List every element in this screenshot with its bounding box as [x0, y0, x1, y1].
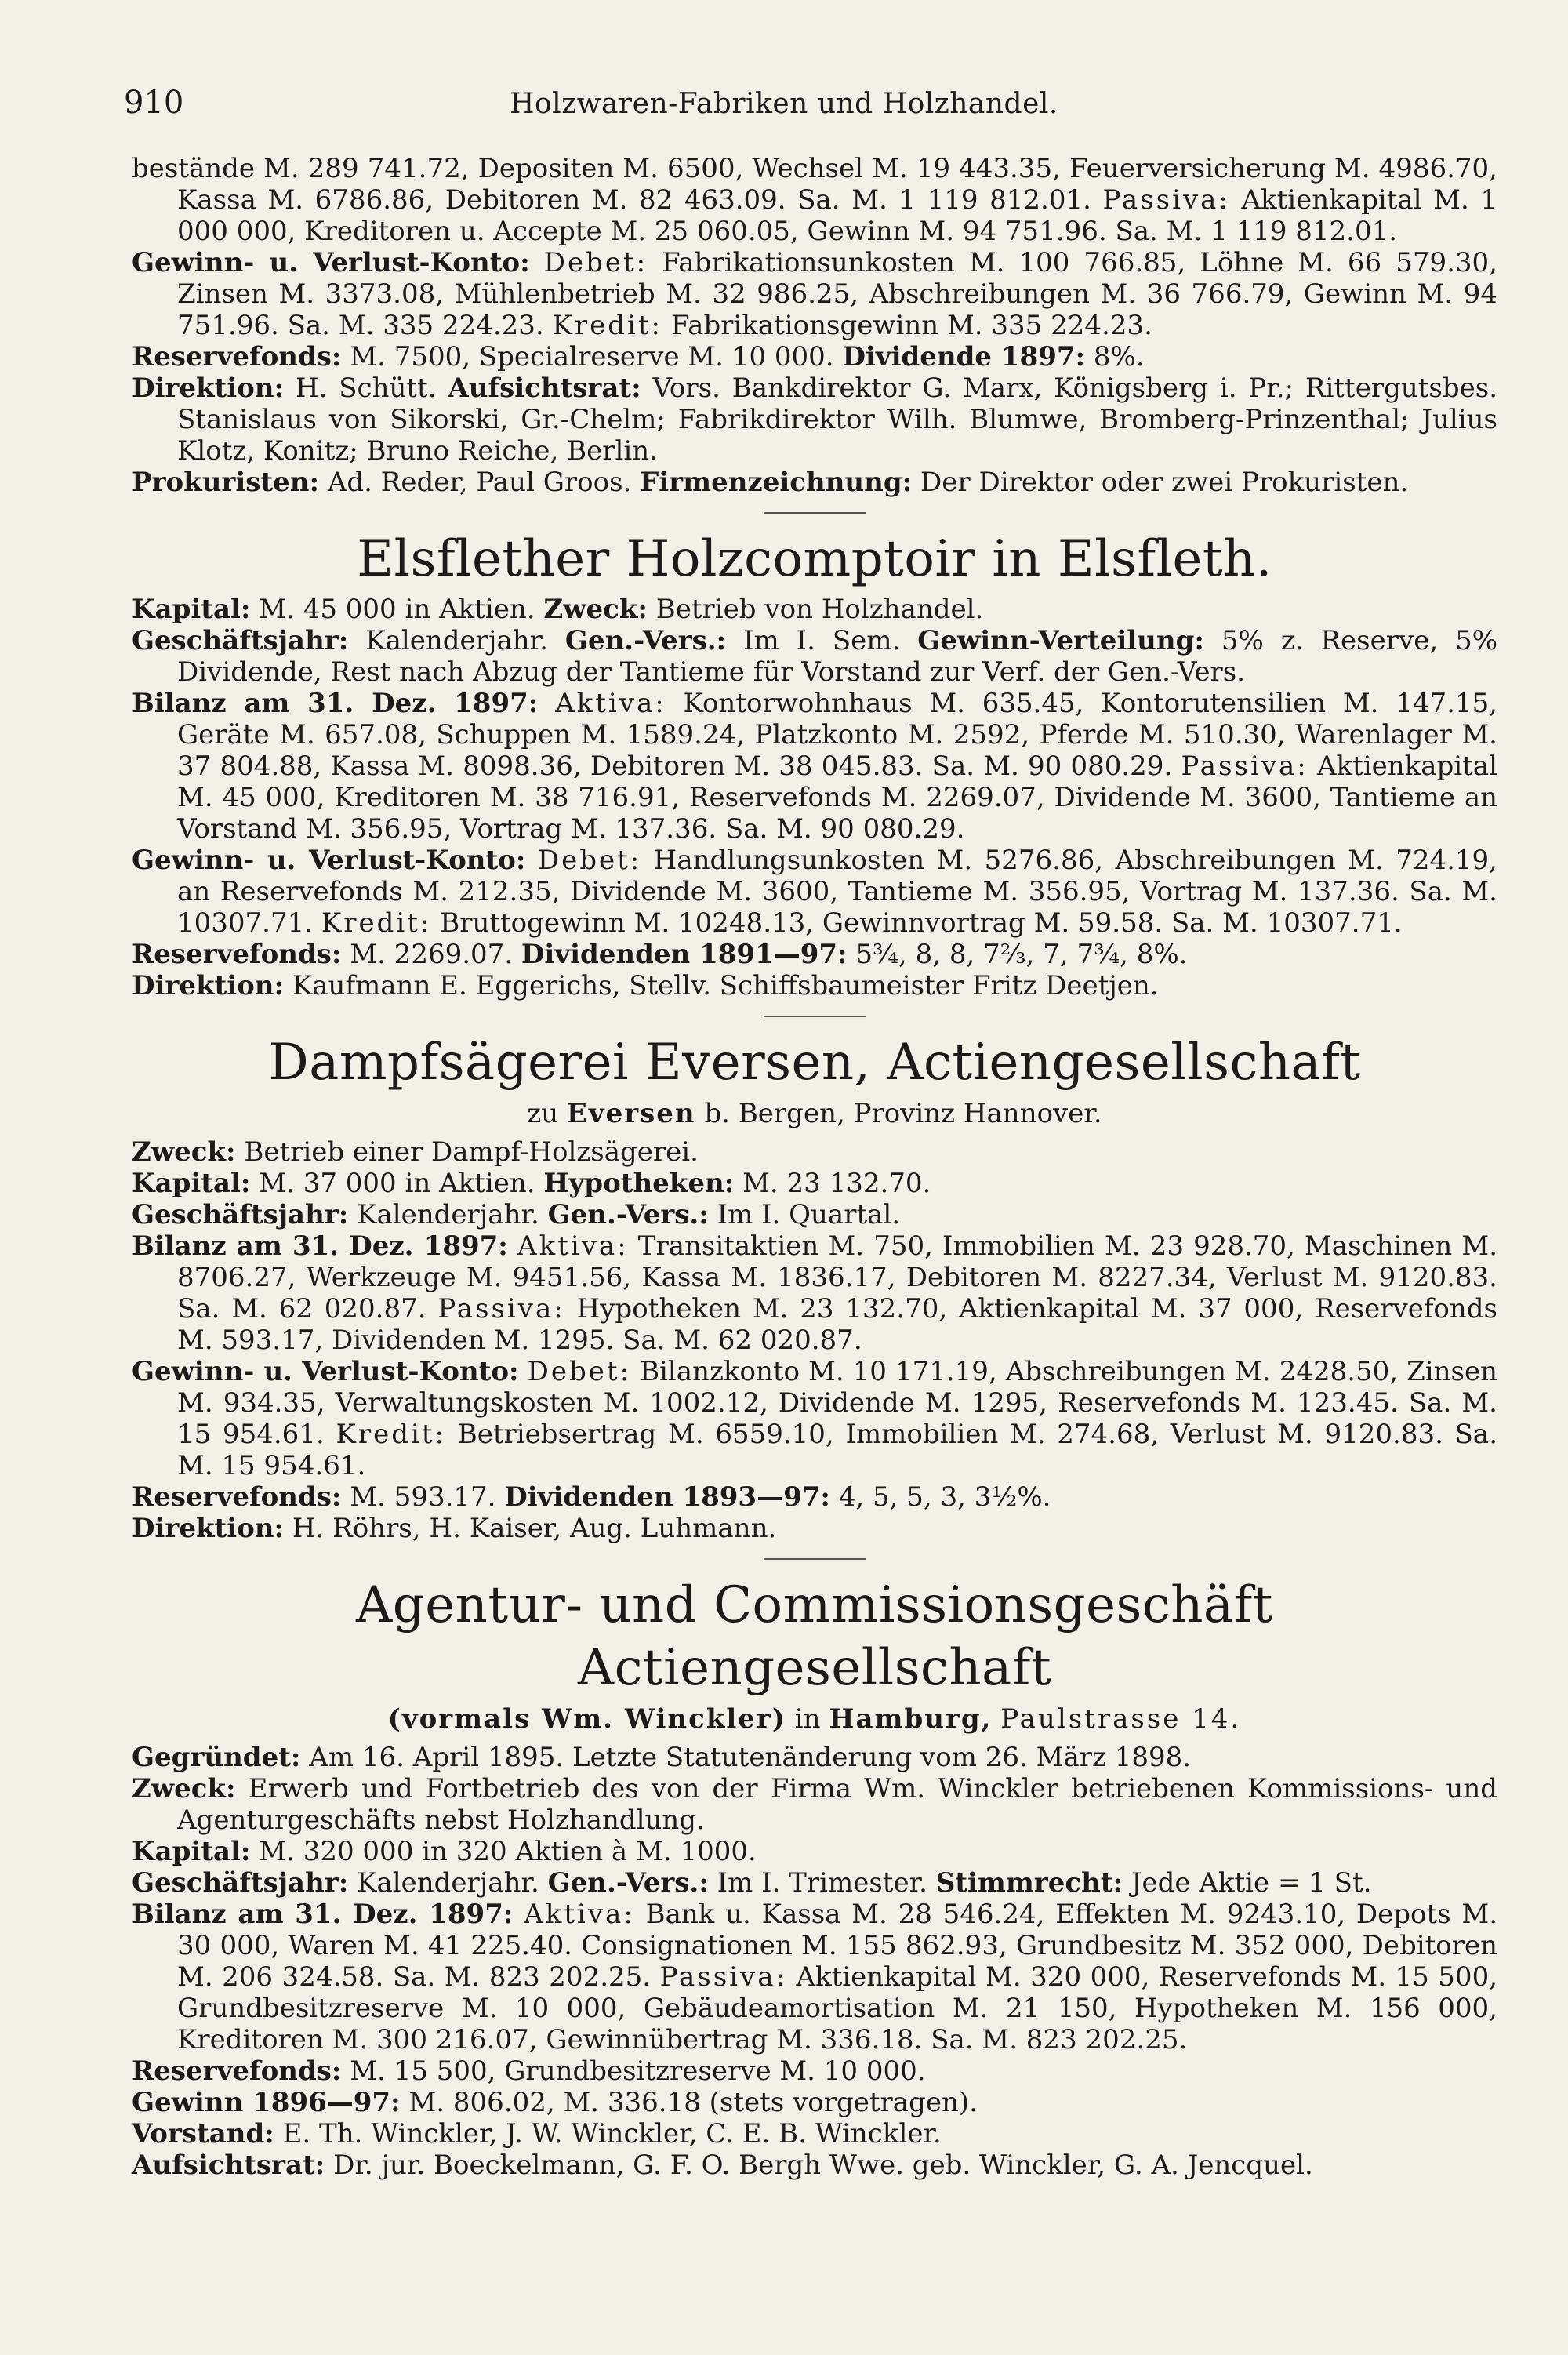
profit-loss-account: Gewinn- u. Verlust-Konto: Debet: Handlungsunkosten M. 5276.86, Abschreibungen M. 724.19, an Reservefonds M. 212.35, Dividende M. 3600, Tantieme M. 356.95, Vortrag M. 137.36. Sa. M. 10307.71. Kredit: Bruttogewinn M. 10248.13, Gewinnvortrag M. 59.58. Sa. M. 10307.71. [132, 845, 1497, 939]
fiscal-year: Geschäftsjahr: Kalenderjahr. Gen.-Vers.: Im I. Trimester. Stimmrecht: Jede Aktie = 1 St. [132, 1867, 1372, 1899]
purpose: Zweck: Betrieb einer Dampf-Holzsägerei. [132, 1136, 699, 1168]
board-of-directors: Direktion: H. Schütt. Aufsichtsrat: Vors. Bankdirektor G. Marx, Königsberg i. Pr.; Rittergutsbes. Stanislaus von Sikorski, Gr.-Chelm; Fabrikdirektor Wilh. Blumwe, Bromberg-Prinzenthal; Julius Klotz, Konitz; Bruno Reiche, Berlin. [132, 373, 1497, 467]
profit: Gewinn 1896—97: M. 806.02, M. 336.18 (stets vorgetragen). [132, 2087, 978, 2118]
page-number: 910 [124, 85, 184, 121]
balance-sheet: Bilanz am 31. Dez. 1897: Aktiva: Kontorwohnhaus M. 635.45, Kontorutensilien M. 147.15, Geräte M. 657.08, Schuppen M. 1589.24, Platzkonto M. 2592, Pferde M. 510.30, Warenlager M. 37 804.88, Kassa M. 8098.36, Debitoren M. 38 045.83. Sa. M. 90 080.29. Passiva: Aktienkapital M. 45 000, Kreditoren M. 38 716.91, Reservefonds M. 2269.07, Dividende M. 3600, Tantieme an Vorstand M. 356.95, Vortrag M. 137.36. Sa. M. 90 080.29. [132, 688, 1498, 845]
company-entry-elsfleth [132, 528, 1497, 1001]
management-board: Vorstand: E. Th. Winckler, J. W. Winckler, C. E. B. Winckler. [132, 2118, 942, 2150]
balance-continued: bestände M. 289 741.72, Depositen M. 6500, Wechsel M. 19 443.35, Feuerversicherung M. 4986.70, Kassa M. 6786.86, Debitoren M. 82 463.09. Sa. M. 1 119 812.01. Passiva: Aktienkapital M. 1 000 000, Kreditoren u. Accepte M. 25 060.05, Gewinn M. 94 751.96. Sa. M. 1 119 812.01. [132, 153, 1497, 247]
profit-loss-account: Gewinn- u. Verlust-Konto: Debet: Fabrikationsunkosten M. 100 766.85, Löhne M. 66 579.30, Zinsen M. 3373.08, Mühlenbetrieb M. 32 986.25, Abschreibungen M. 36 766.79, Gewinn M. 94 751.96. Sa. M. 335 224.23. Kredit: Fabrikationsgewinn M. 335 224.23. [132, 247, 1497, 341]
founded: Gegründet: Am 16. April 1895. Letzte Statutenänderung vom 26. März 1898. [132, 1742, 1192, 1773]
reserve-fund: Reservefonds: M. 7500, Specialreserve M. 10 000. Dividende 1897: 8%. [132, 341, 1145, 373]
company-title: Dampfsägerei Eversen, Actiengesellschaft [268, 1034, 1361, 1092]
section-divider [764, 512, 866, 514]
company-location: zu Eversen b. Bergen, Provinz Hannover. [527, 1098, 1102, 1129]
company-title: Elsflether Holzcomptoir in Elsfleth. [357, 530, 1272, 588]
capital: Kapital: M. 320 000 in 320 Aktien à M. 1000. [132, 1836, 757, 1867]
company-title: Agentur- und Commissionsgeschäft Actiengesellschaft [356, 1576, 1273, 1697]
page-header [0, 85, 1568, 132]
capital-mortgages: Kapital: M. 37 000 in Aktien. Hypotheken: M. 23 132.70. [132, 1168, 931, 1199]
balance-sheet: Bilanz am 31. Dez. 1897: Aktiva: Bank u. Kassa M. 28 546.24, Effekten M. 9243.10, Depots M. 30 000, Waren M. 41 225.40. Consignationen M. 155 862.93, Grundbesitz M. 352 000, Debitoren M. 206 324.58. Sa. M. 823 202.25. Passiva: Aktienkapital M. 320 000, Reservefonds M. 15 500, Grundbesitzreserve M. 10 000, Gebäudeamortisation M. 21 150, Hypotheken M. 156 000, Kreditoren M. 300 216.07, Gewinnübertrag M. 336.18. Sa. M. 823 202.25. [132, 1899, 1498, 2055]
profit-loss-account: Gewinn- u. Verlust-Konto: Debet: Bilanzkonto M. 10 171.19, Abschreibungen M. 2428.50, Zinsen M. 934.35, Verwaltungskosten M. 1002.12, Dividende M. 1295, Reservefonds M. 123.45. Sa. M. 15 954.61. Kredit: Betriebsertrag M. 6559.10, Immobilien M. 274.68, Verlust M. 9120.83. Sa. M. 15 954.61. [132, 1356, 1497, 1481]
reserve-fund: Reservefonds: M. 2269.07. Dividenden 1891—97: 5¾, 8, 8, 7⅔, 7, 7¾, 8%. [132, 939, 1188, 970]
company-location: (vormals Wm. Winckler) in Hamburg, Paulstrasse 14. [387, 1703, 1242, 1735]
balance-sheet: Bilanz am 31. Dez. 1897: Aktiva: Transitaktien M. 750, Immobilien M. 23 928.70, Maschinen M. 8706.27, Werkzeuge M. 9451.56, Kassa M. 1836.17, Debitoren M. 8227.34, Verlust M. 9120.83. Sa. M. 62 020.87. Passiva: Hypotheken M. 23 132.70, Aktienkapital M. 37 000, Reservefonds M. 593.17, Dividenden M. 1295. Sa. M. 62 020.87. [132, 1230, 1498, 1356]
purpose: Zweck: Erwerb und Fortbetrieb des von der Firma Wm. Winckler betriebenen Kommissions- und Agenturgeschäfts nebst Holzhandlung. [132, 1773, 1497, 1836]
company-entry-eversen [132, 1031, 1497, 1544]
company-entry-winckler [132, 1574, 1497, 2181]
board-of-directors: Direktion: Kaufmann E. Eggerichs, Stellv. Schiffsbaumeister Fritz Deetjen. [132, 970, 1159, 1001]
capital-purpose: Kapital: M. 45 000 in Aktien. Zweck: Betrieb von Holzhandel. [132, 594, 984, 625]
fiscal-year: Geschäftsjahr: Kalenderjahr. Gen.-Vers.: Im I. Sem. Gewinn-Verteilung: 5% z. Reserve, 5% Dividende, Rest nach Abzug der Tantieme für Vorstand zur Verf. der Gen.-Vers. [132, 625, 1498, 688]
reserve-fund: Reservefonds: M. 593.17. Dividenden 1893—97: 4, 5, 5, 3, 3½%. [132, 1481, 1051, 1513]
section-continued [132, 153, 1497, 498]
section-divider [764, 1016, 866, 1017]
running-title: Holzwaren-Fabriken und Holzhandel. [510, 88, 1058, 120]
fiscal-year: Geschäftsjahr: Kalenderjahr. Gen.-Vers.: Im I. Quartal. [132, 1199, 901, 1230]
supervisory-board: Aufsichtsrat: Dr. jur. Boeckelmann, G. F. O. Bergh Wwe. geb. Winckler, G. A. Jencquel. [132, 2150, 1313, 2181]
section-divider [764, 1558, 866, 1560]
page-content [132, 153, 1497, 2181]
board-of-directors: Direktion: H. Röhrs, H. Kaiser, Aug. Luhmann. [132, 1513, 777, 1544]
reserve-fund: Reservefonds: M. 15 500, Grundbesitzreserve M. 10 000. [132, 2055, 926, 2087]
authorized-signatories: Prokuristen: Ad. Reder, Paul Groos. Firmenzeichnung: Der Direktor oder zwei Prokuristen. [132, 467, 1409, 498]
